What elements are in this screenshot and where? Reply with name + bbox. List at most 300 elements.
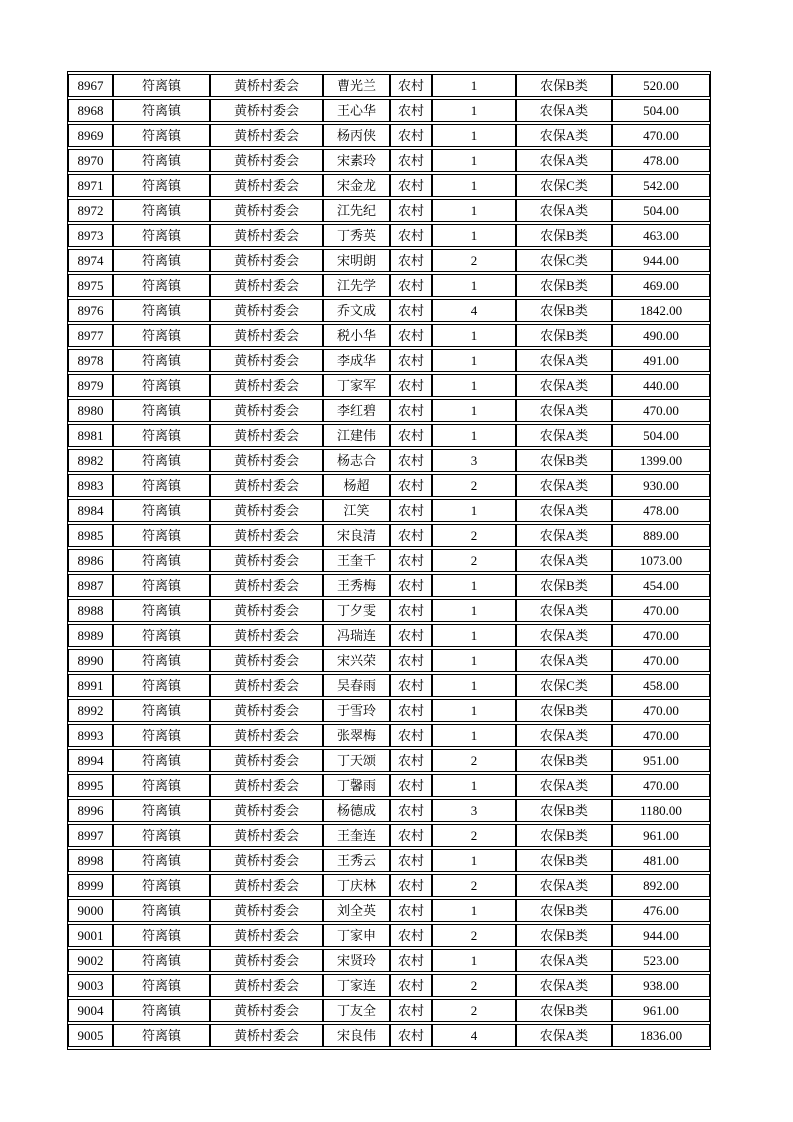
- cell-amount: 478.00: [612, 499, 710, 522]
- cell-serial-number: 8987: [68, 574, 113, 597]
- cell-serial-number: 8990: [68, 649, 113, 672]
- cell-village-committee: 黄桥村委会: [210, 249, 323, 272]
- cell-person-name: 宋良清: [323, 524, 390, 547]
- table-row: [68, 624, 710, 647]
- cell-insurance-class: 农保A类: [516, 474, 612, 497]
- cell-amount: 490.00: [612, 324, 710, 347]
- cell-person-name: 宋金龙: [323, 174, 390, 197]
- cell-serial-number: 8978: [68, 349, 113, 372]
- cell-serial-number: 8977: [68, 324, 113, 347]
- table-row: [68, 999, 710, 1022]
- cell-serial-number: 9005: [68, 1024, 113, 1047]
- cell-insurance-class: 农保B类: [516, 74, 612, 97]
- cell-serial-number: 8985: [68, 524, 113, 547]
- cell-amount: 504.00: [612, 199, 710, 222]
- cell-amount: 478.00: [612, 149, 710, 172]
- table-row: [68, 899, 710, 922]
- cell-amount: 944.00: [612, 924, 710, 947]
- cell-insurance-class: 农保C类: [516, 674, 612, 697]
- cell-village-committee: 黄桥村委会: [210, 849, 323, 872]
- cell-residence-type: 农村: [390, 599, 432, 622]
- table-row: [68, 1024, 710, 1047]
- cell-residence-type: 农村: [390, 499, 432, 522]
- cell-person-name: 吴春雨: [323, 674, 390, 697]
- cell-town: 符离镇: [113, 424, 210, 447]
- cell-town: 符离镇: [113, 899, 210, 922]
- cell-residence-type: 农村: [390, 224, 432, 247]
- cell-town: 符离镇: [113, 1024, 210, 1047]
- cell-insurance-class: 农保B类: [516, 924, 612, 947]
- cell-insurance-class: 农保A类: [516, 649, 612, 672]
- cell-residence-type: 农村: [390, 874, 432, 897]
- cell-village-committee: 黄桥村委会: [210, 649, 323, 672]
- cell-village-committee: 黄桥村委会: [210, 399, 323, 422]
- cell-town: 符离镇: [113, 699, 210, 722]
- cell-amount: 523.00: [612, 949, 710, 972]
- cell-serial-number: 8967: [68, 74, 113, 97]
- cell-village-committee: 黄桥村委会: [210, 874, 323, 897]
- table-row: [68, 474, 710, 497]
- table-row: [68, 699, 710, 722]
- cell-person-name: 王秀云: [323, 849, 390, 872]
- cell-residence-type: 农村: [390, 924, 432, 947]
- cell-person-name: 宋明朗: [323, 249, 390, 272]
- cell-person-name: 曹光兰: [323, 74, 390, 97]
- table-row: [68, 449, 710, 472]
- cell-person-count: 1: [432, 774, 516, 797]
- cell-insurance-class: 农保B类: [516, 324, 612, 347]
- cell-person-name: 宋贤玲: [323, 949, 390, 972]
- cell-town: 符离镇: [113, 724, 210, 747]
- cell-village-committee: 黄桥村委会: [210, 899, 323, 922]
- table-row: [68, 774, 710, 797]
- cell-town: 符离镇: [113, 824, 210, 847]
- cell-village-committee: 黄桥村委会: [210, 974, 323, 997]
- cell-insurance-class: 农保A类: [516, 1024, 612, 1047]
- cell-amount: 458.00: [612, 674, 710, 697]
- cell-village-committee: 黄桥村委会: [210, 699, 323, 722]
- cell-town: 符离镇: [113, 274, 210, 297]
- cell-town: 符离镇: [113, 599, 210, 622]
- cell-person-name: 江笑: [323, 499, 390, 522]
- cell-person-name: 杨志合: [323, 449, 390, 472]
- cell-amount: 470.00: [612, 124, 710, 147]
- cell-town: 符离镇: [113, 574, 210, 597]
- cell-amount: 961.00: [612, 999, 710, 1022]
- cell-residence-type: 农村: [390, 174, 432, 197]
- cell-village-committee: 黄桥村委会: [210, 799, 323, 822]
- cell-insurance-class: 农保A类: [516, 724, 612, 747]
- cell-residence-type: 农村: [390, 524, 432, 547]
- cell-insurance-class: 农保A类: [516, 624, 612, 647]
- cell-residence-type: 农村: [390, 724, 432, 747]
- cell-person-count: 1: [432, 949, 516, 972]
- cell-person-count: 1: [432, 599, 516, 622]
- cell-village-committee: 黄桥村委会: [210, 824, 323, 847]
- cell-person-count: 1: [432, 899, 516, 922]
- cell-village-committee: 黄桥村委会: [210, 124, 323, 147]
- cell-village-committee: 黄桥村委会: [210, 674, 323, 697]
- cell-amount: 1073.00: [612, 549, 710, 572]
- cell-insurance-class: 农保B类: [516, 899, 612, 922]
- cell-village-committee: 黄桥村委会: [210, 724, 323, 747]
- cell-village-committee: 黄桥村委会: [210, 774, 323, 797]
- cell-person-name: 宋兴荣: [323, 649, 390, 672]
- cell-amount: 1180.00: [612, 799, 710, 822]
- cell-residence-type: 农村: [390, 474, 432, 497]
- cell-person-count: 1: [432, 624, 516, 647]
- cell-person-count: 4: [432, 299, 516, 322]
- cell-serial-number: 8994: [68, 749, 113, 772]
- cell-town: 符离镇: [113, 399, 210, 422]
- cell-person-count: 1: [432, 324, 516, 347]
- cell-town: 符离镇: [113, 299, 210, 322]
- cell-village-committee: 黄桥村委会: [210, 524, 323, 547]
- cell-person-name: 宋良伟: [323, 1024, 390, 1047]
- cell-amount: 892.00: [612, 874, 710, 897]
- cell-serial-number: 8983: [68, 474, 113, 497]
- cell-town: 符离镇: [113, 249, 210, 272]
- cell-village-committee: 黄桥村委会: [210, 174, 323, 197]
- cell-serial-number: 9002: [68, 949, 113, 972]
- cell-serial-number: 8979: [68, 374, 113, 397]
- cell-village-committee: 黄桥村委会: [210, 99, 323, 122]
- cell-serial-number: 9003: [68, 974, 113, 997]
- table-row: [68, 924, 710, 947]
- cell-person-count: 2: [432, 974, 516, 997]
- cell-amount: 470.00: [612, 774, 710, 797]
- cell-village-committee: 黄桥村委会: [210, 424, 323, 447]
- cell-town: 符离镇: [113, 224, 210, 247]
- cell-village-committee: 黄桥村委会: [210, 499, 323, 522]
- cell-residence-type: 农村: [390, 424, 432, 447]
- cell-insurance-class: 农保A类: [516, 374, 612, 397]
- cell-insurance-class: 农保A类: [516, 424, 612, 447]
- cell-amount: 938.00: [612, 974, 710, 997]
- cell-town: 符离镇: [113, 124, 210, 147]
- cell-person-count: 2: [432, 999, 516, 1022]
- table-row: [68, 749, 710, 772]
- cell-serial-number: 8991: [68, 674, 113, 697]
- cell-amount: 470.00: [612, 649, 710, 672]
- cell-town: 符离镇: [113, 949, 210, 972]
- table-row: [68, 174, 710, 197]
- cell-person-count: 3: [432, 449, 516, 472]
- cell-residence-type: 农村: [390, 799, 432, 822]
- cell-residence-type: 农村: [390, 74, 432, 97]
- cell-person-name: 杨超: [323, 474, 390, 497]
- cell-person-name: 江建伟: [323, 424, 390, 447]
- cell-person-count: 1: [432, 99, 516, 122]
- cell-village-committee: 黄桥村委会: [210, 624, 323, 647]
- table-row: [68, 949, 710, 972]
- cell-amount: 440.00: [612, 374, 710, 397]
- cell-insurance-class: 农保B类: [516, 849, 612, 872]
- cell-residence-type: 农村: [390, 649, 432, 672]
- cell-serial-number: 8976: [68, 299, 113, 322]
- cell-person-count: 1: [432, 699, 516, 722]
- cell-town: 符离镇: [113, 974, 210, 997]
- cell-village-committee: 黄桥村委会: [210, 324, 323, 347]
- cell-residence-type: 农村: [390, 674, 432, 697]
- cell-residence-type: 农村: [390, 999, 432, 1022]
- cell-town: 符离镇: [113, 649, 210, 672]
- cell-person-count: 4: [432, 1024, 516, 1047]
- cell-amount: 889.00: [612, 524, 710, 547]
- cell-village-committee: 黄桥村委会: [210, 199, 323, 222]
- cell-person-count: 3: [432, 799, 516, 822]
- cell-person-name: 张翠梅: [323, 724, 390, 747]
- cell-amount: 470.00: [612, 399, 710, 422]
- cell-town: 符离镇: [113, 149, 210, 172]
- cell-town: 符离镇: [113, 624, 210, 647]
- cell-amount: 504.00: [612, 424, 710, 447]
- table-row: [68, 574, 710, 597]
- cell-amount: 542.00: [612, 174, 710, 197]
- table-row: [68, 849, 710, 872]
- cell-person-count: 2: [432, 524, 516, 547]
- cell-village-committee: 黄桥村委会: [210, 374, 323, 397]
- cell-serial-number: 8989: [68, 624, 113, 647]
- cell-insurance-class: 农保A类: [516, 124, 612, 147]
- table-row: [68, 274, 710, 297]
- insurance-payment-table: [67, 71, 711, 1050]
- cell-serial-number: 8993: [68, 724, 113, 747]
- cell-serial-number: 9004: [68, 999, 113, 1022]
- cell-amount: 930.00: [612, 474, 710, 497]
- table-row: [68, 674, 710, 697]
- cell-village-committee: 黄桥村委会: [210, 74, 323, 97]
- cell-village-committee: 黄桥村委会: [210, 449, 323, 472]
- cell-residence-type: 农村: [390, 449, 432, 472]
- cell-serial-number: 8984: [68, 499, 113, 522]
- cell-amount: 470.00: [612, 724, 710, 747]
- cell-insurance-class: 农保A类: [516, 774, 612, 797]
- table-row: [68, 399, 710, 422]
- cell-village-committee: 黄桥村委会: [210, 349, 323, 372]
- cell-insurance-class: 农保A类: [516, 199, 612, 222]
- cell-serial-number: 8982: [68, 449, 113, 472]
- cell-amount: 491.00: [612, 349, 710, 372]
- cell-residence-type: 农村: [390, 374, 432, 397]
- cell-person-count: 1: [432, 74, 516, 97]
- cell-serial-number: 8986: [68, 549, 113, 572]
- cell-residence-type: 农村: [390, 1024, 432, 1047]
- cell-insurance-class: 农保A类: [516, 974, 612, 997]
- cell-residence-type: 农村: [390, 124, 432, 147]
- table-row: [68, 549, 710, 572]
- cell-serial-number: 8973: [68, 224, 113, 247]
- cell-town: 符离镇: [113, 849, 210, 872]
- cell-serial-number: 8999: [68, 874, 113, 897]
- cell-residence-type: 农村: [390, 849, 432, 872]
- cell-amount: 469.00: [612, 274, 710, 297]
- cell-residence-type: 农村: [390, 149, 432, 172]
- cell-person-name: 丁夕雯: [323, 599, 390, 622]
- table-row: [68, 649, 710, 672]
- table-row: [68, 299, 710, 322]
- table-row: [68, 324, 710, 347]
- cell-person-count: 1: [432, 849, 516, 872]
- cell-person-count: 1: [432, 349, 516, 372]
- cell-village-committee: 黄桥村委会: [210, 749, 323, 772]
- table-row: [68, 124, 710, 147]
- cell-person-name: 王心华: [323, 99, 390, 122]
- table-row: [68, 874, 710, 897]
- cell-person-name: 江先学: [323, 274, 390, 297]
- cell-person-name: 刘全英: [323, 899, 390, 922]
- cell-person-name: 丁馨雨: [323, 774, 390, 797]
- cell-residence-type: 农村: [390, 349, 432, 372]
- cell-insurance-class: 农保A类: [516, 149, 612, 172]
- cell-town: 符离镇: [113, 199, 210, 222]
- cell-town: 符离镇: [113, 74, 210, 97]
- cell-insurance-class: 农保C类: [516, 174, 612, 197]
- cell-person-name: 丁秀英: [323, 224, 390, 247]
- cell-person-name: 宋素玲: [323, 149, 390, 172]
- cell-insurance-class: 农保A类: [516, 99, 612, 122]
- table-row: [68, 799, 710, 822]
- cell-person-count: 1: [432, 499, 516, 522]
- cell-town: 符离镇: [113, 749, 210, 772]
- cell-village-committee: 黄桥村委会: [210, 474, 323, 497]
- cell-person-count: 2: [432, 549, 516, 572]
- cell-insurance-class: 农保B类: [516, 274, 612, 297]
- cell-insurance-class: 农保B类: [516, 449, 612, 472]
- cell-town: 符离镇: [113, 799, 210, 822]
- cell-insurance-class: 农保B类: [516, 824, 612, 847]
- cell-person-count: 2: [432, 249, 516, 272]
- cell-serial-number: 9000: [68, 899, 113, 922]
- cell-town: 符离镇: [113, 549, 210, 572]
- cell-person-name: 丁友全: [323, 999, 390, 1022]
- cell-person-name: 丁家申: [323, 924, 390, 947]
- cell-residence-type: 农村: [390, 549, 432, 572]
- cell-town: 符离镇: [113, 499, 210, 522]
- cell-town: 符离镇: [113, 524, 210, 547]
- cell-village-committee: 黄桥村委会: [210, 924, 323, 947]
- cell-amount: 961.00: [612, 824, 710, 847]
- table-row: [68, 149, 710, 172]
- cell-amount: 470.00: [612, 624, 710, 647]
- cell-amount: 481.00: [612, 849, 710, 872]
- cell-residence-type: 农村: [390, 749, 432, 772]
- cell-insurance-class: 农保A类: [516, 599, 612, 622]
- cell-person-count: 1: [432, 149, 516, 172]
- cell-person-count: 1: [432, 174, 516, 197]
- cell-person-name: 丁天颂: [323, 749, 390, 772]
- cell-residence-type: 农村: [390, 824, 432, 847]
- cell-person-count: 1: [432, 574, 516, 597]
- cell-serial-number: 9001: [68, 924, 113, 947]
- table-row: [68, 499, 710, 522]
- cell-serial-number: 8995: [68, 774, 113, 797]
- cell-person-count: 1: [432, 649, 516, 672]
- cell-serial-number: 8988: [68, 599, 113, 622]
- cell-village-committee: 黄桥村委会: [210, 574, 323, 597]
- cell-person-name: 丁家连: [323, 974, 390, 997]
- cell-village-committee: 黄桥村委会: [210, 224, 323, 247]
- cell-serial-number: 8998: [68, 849, 113, 872]
- table-row: [68, 974, 710, 997]
- cell-residence-type: 农村: [390, 899, 432, 922]
- cell-person-name: 杨丙侠: [323, 124, 390, 147]
- cell-person-name: 李成华: [323, 349, 390, 372]
- cell-insurance-class: 农保C类: [516, 249, 612, 272]
- table-row: [68, 74, 710, 97]
- table-row: [68, 349, 710, 372]
- table-row: [68, 824, 710, 847]
- cell-insurance-class: 农保A类: [516, 549, 612, 572]
- cell-person-count: 1: [432, 374, 516, 397]
- cell-village-committee: 黄桥村委会: [210, 274, 323, 297]
- cell-insurance-class: 农保A类: [516, 399, 612, 422]
- cell-village-committee: 黄桥村委会: [210, 149, 323, 172]
- cell-residence-type: 农村: [390, 949, 432, 972]
- cell-serial-number: 8974: [68, 249, 113, 272]
- cell-person-count: 2: [432, 749, 516, 772]
- cell-serial-number: 8992: [68, 699, 113, 722]
- cell-person-name: 税小华: [323, 324, 390, 347]
- cell-person-name: 杨德成: [323, 799, 390, 822]
- cell-town: 符离镇: [113, 474, 210, 497]
- cell-insurance-class: 农保A类: [516, 499, 612, 522]
- cell-amount: 470.00: [612, 599, 710, 622]
- cell-person-name: 于雪玲: [323, 699, 390, 722]
- cell-person-name: 江先纪: [323, 199, 390, 222]
- table-row: [68, 599, 710, 622]
- cell-person-count: 1: [432, 124, 516, 147]
- cell-residence-type: 农村: [390, 974, 432, 997]
- cell-residence-type: 农村: [390, 324, 432, 347]
- cell-serial-number: 8975: [68, 274, 113, 297]
- table-row: [68, 374, 710, 397]
- table-row: [68, 224, 710, 247]
- cell-amount: 470.00: [612, 699, 710, 722]
- cell-person-count: 1: [432, 224, 516, 247]
- cell-insurance-class: 农保B类: [516, 799, 612, 822]
- cell-amount: 520.00: [612, 74, 710, 97]
- cell-person-name: 王奎千: [323, 549, 390, 572]
- cell-amount: 454.00: [612, 574, 710, 597]
- cell-person-count: 1: [432, 199, 516, 222]
- cell-insurance-class: 农保A类: [516, 349, 612, 372]
- cell-person-count: 1: [432, 674, 516, 697]
- cell-village-committee: 黄桥村委会: [210, 1024, 323, 1047]
- cell-serial-number: 8970: [68, 149, 113, 172]
- cell-village-committee: 黄桥村委会: [210, 949, 323, 972]
- cell-insurance-class: 农保B类: [516, 999, 612, 1022]
- cell-person-count: 2: [432, 874, 516, 897]
- cell-person-name: 王秀梅: [323, 574, 390, 597]
- cell-amount: 951.00: [612, 749, 710, 772]
- cell-town: 符离镇: [113, 174, 210, 197]
- cell-town: 符离镇: [113, 449, 210, 472]
- cell-residence-type: 农村: [390, 624, 432, 647]
- cell-person-count: 1: [432, 399, 516, 422]
- cell-insurance-class: 农保A类: [516, 874, 612, 897]
- cell-serial-number: 8972: [68, 199, 113, 222]
- cell-person-name: 丁家军: [323, 374, 390, 397]
- cell-serial-number: 8981: [68, 424, 113, 447]
- table-row: [68, 249, 710, 272]
- cell-person-name: 王奎连: [323, 824, 390, 847]
- cell-insurance-class: 农保A类: [516, 524, 612, 547]
- cell-person-name: 丁庆林: [323, 874, 390, 897]
- cell-town: 符离镇: [113, 349, 210, 372]
- cell-amount: 504.00: [612, 99, 710, 122]
- table-row: [68, 524, 710, 547]
